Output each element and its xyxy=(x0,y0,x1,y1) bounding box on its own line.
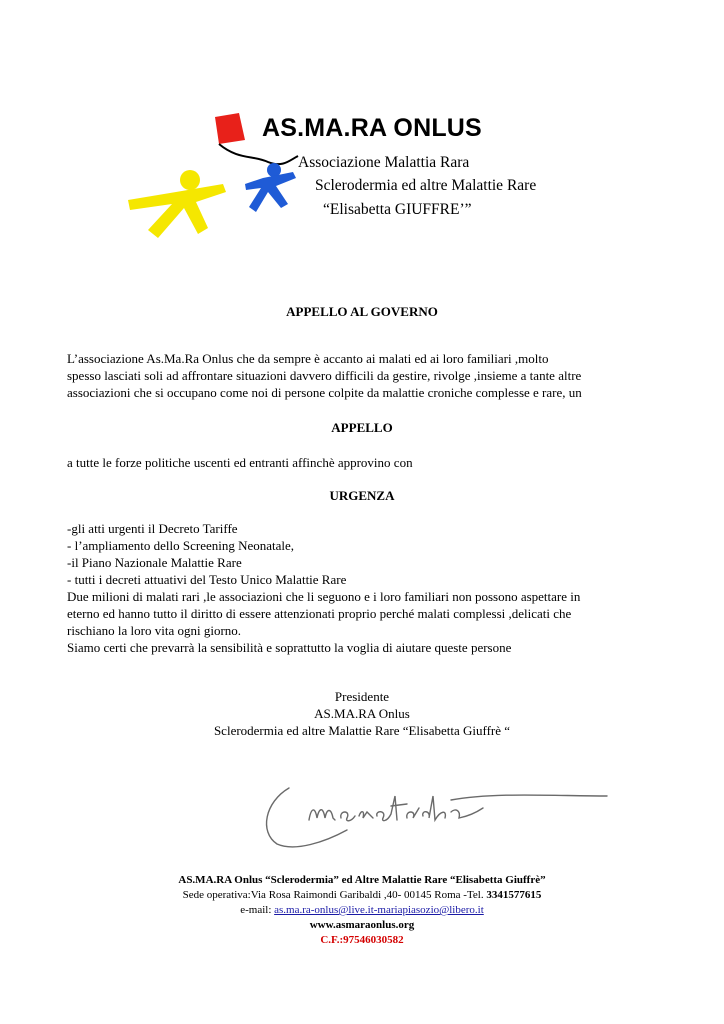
list-item: Siamo certi che prevarrà la sensibilità e soprattutto la voglia di aiutare queste persone xyxy=(67,640,512,655)
kite-string-icon xyxy=(219,144,298,164)
email-label: e-mail: xyxy=(240,904,275,916)
intro-paragraph xyxy=(67,350,659,401)
logo-subtitle-line-2: Sclerodermia ed altre Malattie Rare xyxy=(315,177,537,194)
phone-number: 3341577615 xyxy=(486,889,542,901)
appello-text: a tutte le forze politiche uscenti ed entranti affinchè approvino con xyxy=(67,455,413,470)
yellow-figure-icon xyxy=(128,170,226,238)
email-link[interactable]: as.ma.ra-onlus@live.it-mariapiasozio@libero.it xyxy=(274,904,484,916)
appello-heading: APPELLO xyxy=(331,420,393,435)
intro-line: associazioni che si occupano come noi di persone colpite da malattie croniche complesse e rare, un xyxy=(67,385,582,400)
list-item: rischiano la loro vita ogni giorno. xyxy=(67,623,242,638)
list-item: -il Piano Nazionale Malattie Rare xyxy=(67,555,242,570)
sign-role: Presidente xyxy=(334,689,390,704)
kite-icon xyxy=(215,113,245,144)
list-item: eterno ed hanno tutto il diritto di essere attenzionati proprio perché malati complessi ,delicati che xyxy=(67,606,572,621)
sign-org-full: Sclerodermia ed altre Malattie Rare “Elisabetta Giuffrè “ xyxy=(213,723,511,738)
logo-title: AS.MA.RA ONLUS xyxy=(262,114,482,142)
list-item: Due milioni di malati rari ,le associazioni che li seguono e i loro familiari non possono aspettare in xyxy=(67,589,581,604)
logo-subtitle-line-3: “Elisabetta GIUFFRE’” xyxy=(323,201,472,218)
blue-figure-icon xyxy=(245,163,296,212)
intro-line: spesso lasciati soli ad affrontare situazioni davvero difficili da gestire, rivolge ,insieme a tante altre xyxy=(67,368,582,383)
footer-address xyxy=(0,889,724,901)
signature xyxy=(255,772,615,854)
list-item: - l’ampliamento dello Screening Neonatale, xyxy=(67,538,295,553)
handwritten-signature-icon xyxy=(255,772,615,854)
logo-subtitle-line-1: Associazione Malattia Rara xyxy=(298,154,470,171)
footer-email xyxy=(0,904,724,916)
footer-website[interactable]: www.asmaraonlus.org xyxy=(309,919,415,931)
appello-paragraph xyxy=(67,454,659,471)
urgenza-heading: URGENZA xyxy=(329,488,395,503)
list-item: -gli atti urgenti il Decreto Tariffe xyxy=(67,521,238,536)
footer-org: AS.MA.RA Onlus “Sclerodermia” ed Altre Malattie Rare “Elisabetta Giuffrè” xyxy=(178,874,546,886)
sign-org: AS.MA.RA Onlus xyxy=(314,706,410,721)
list-item: - tutti i decreti attuativi del Testo Unico Malattie Rare xyxy=(67,572,347,587)
requests-list xyxy=(67,520,659,656)
address-text: Sede operativa:Via Rosa Raimondi Garibaldi ,40- 00145 Roma -Tel. xyxy=(182,889,487,901)
footer-tax-code: C.F.:97546030582 xyxy=(320,934,404,946)
intro-line: L’associazione As.Ma.Ra Onlus che da sempre è accanto ai malati ed ai loro familiari ,molto xyxy=(67,351,549,366)
document-title: APPELLO AL GOVERNO xyxy=(286,304,438,319)
